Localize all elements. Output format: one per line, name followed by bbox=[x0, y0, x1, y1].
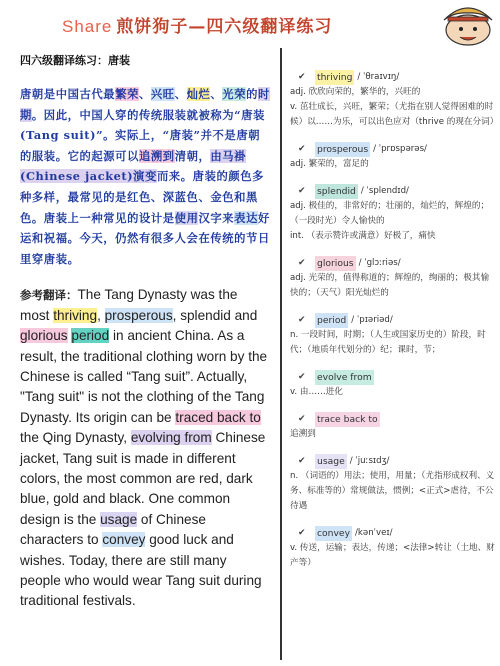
vocab-item bbox=[290, 256, 495, 301]
vocab-item bbox=[290, 313, 495, 358]
check-icon: ✔ bbox=[298, 72, 306, 82]
en-highlight-prosperous: prosperous bbox=[104, 307, 173, 323]
check-icon: ✔ bbox=[298, 186, 306, 196]
chinese-passage bbox=[20, 84, 270, 269]
vocab-word: period bbox=[317, 315, 347, 326]
vocab-definition: adj. 光荣的，值得称道的；辉煌的，绚丽的；极其愉快的；（天气）阳光灿烂的 bbox=[290, 273, 490, 298]
share-label: Share bbox=[62, 17, 113, 36]
vocab-phonetic: / ˈsplendɪd/ bbox=[360, 186, 409, 196]
check-icon: ✔ bbox=[298, 315, 306, 325]
vocab-item bbox=[290, 454, 495, 514]
vocab-definition: v. 传送，运输；表达，传递；<法律>转让（土地、财产等） bbox=[290, 543, 495, 568]
cn-highlight-guanghui: 光荣 bbox=[222, 87, 247, 101]
vocab-definition: v. 茁壮成长，兴旺，繁荣；（尤指在别人觉得困难的时候）以……为乐，可以出色应对（thrive 的现在分词） bbox=[290, 102, 499, 127]
en-text: Chinese jacket, Tang suit is made in different colors, the most common are red, dark blue, gold and black. One common design is the bbox=[20, 430, 266, 527]
vocab-item bbox=[290, 370, 495, 400]
cn-highlight-xingwang: 兴旺 bbox=[150, 87, 175, 101]
vocab-word: evolve from bbox=[317, 372, 372, 383]
vocab-phonetic: / ˈpɪəriəd/ bbox=[351, 315, 393, 325]
cn-highlight-shiyong: 使用 bbox=[174, 210, 199, 225]
en-highlight-thriving: thriving bbox=[53, 307, 98, 323]
cn-text: 汉字来 bbox=[198, 210, 235, 225]
check-icon: ✔ bbox=[298, 414, 306, 424]
vocab-definition: n. 一段时间，时期；（人生或国家历史的）阶段，时代；（地质年代划分的）纪；课时，节； bbox=[290, 330, 486, 355]
check-icon: ✔ bbox=[298, 258, 306, 268]
vocab-item bbox=[290, 412, 495, 442]
column-divider bbox=[280, 48, 282, 660]
vocab-phonetic: / ˈglɔːriəs/ bbox=[358, 258, 401, 268]
vocab-item bbox=[290, 184, 495, 244]
vocabulary-column bbox=[290, 70, 499, 583]
vocab-definition: adj. 极佳的，非常好的；壮丽的，灿烂的，辉煌的；（一段时光）令人愉快的 bbox=[290, 201, 490, 226]
cn-text: 而来。唐装的颜色多种多样，最常见的是红色、深蓝色、金色和黑色。唐装上一种常见的设计是 bbox=[20, 169, 265, 225]
vocab-phonetic: / ˈθraɪvɪŋ/ bbox=[357, 72, 400, 82]
cn-highlight-zhuisu: 追溯到 bbox=[138, 148, 175, 163]
cn-highlight-canlan: 灿烂 bbox=[186, 87, 211, 101]
check-icon: ✔ bbox=[298, 372, 306, 382]
vocab-definition: adj. 繁荣的，富足的 bbox=[290, 159, 369, 169]
vocab-definition: 追溯到 bbox=[290, 429, 316, 439]
lesson-column bbox=[20, 52, 270, 612]
cn-highlight-shiqi: 时期 bbox=[20, 87, 270, 122]
vocab-phonetic: / ˈjuːsɪdʒ/ bbox=[349, 456, 390, 466]
cn-text: 好运和祝福。今天，仍然有很多人会在传统的节日里穿唐装。 bbox=[20, 210, 270, 266]
vocab-definition: adj. 欣欣向荣的，繁华的，兴旺的 bbox=[290, 87, 421, 97]
vocab-word: thriving bbox=[317, 72, 353, 83]
vocab-word: glorious bbox=[317, 258, 354, 269]
vocab-item bbox=[290, 70, 499, 130]
en-text: , bbox=[97, 307, 105, 323]
check-icon: ✔ bbox=[298, 528, 306, 538]
vocab-item bbox=[290, 526, 495, 571]
en-highlight-evolving-from: evolving from bbox=[130, 430, 212, 446]
cn-text: 。因此，中国人穿的传统服装就被称为“唐装(Tang suit)”。实际上，“唐装”并不是唐朝的服装。它的起源可以 bbox=[20, 107, 266, 163]
en-text: , splendid and bbox=[172, 307, 258, 323]
cn-text: 、 bbox=[174, 87, 187, 101]
cn-text: 、 bbox=[138, 87, 151, 101]
title-text: 煎饼狗子—四六级翻译练习 bbox=[116, 17, 333, 37]
vocab-definition: v. 由……进化 bbox=[290, 387, 343, 397]
vocab-word: convey bbox=[317, 528, 351, 539]
page-title bbox=[62, 12, 332, 37]
lesson-title: 四六级翻译练习：唐装 bbox=[20, 54, 130, 67]
en-highlight-convey: convey bbox=[102, 532, 146, 548]
en-text: The Tang Dynasty was the most bbox=[20, 287, 238, 323]
vocab-word: usage bbox=[317, 456, 345, 467]
en-text: in ancient China. As a result, the traditional clothing worn by the Chinese is called “Tang suit”. Actually, "Tang suit" is not the clothing of the Tang Dynasty. Its origin can be bbox=[20, 328, 268, 425]
en-highlight-usage: usage bbox=[100, 511, 138, 527]
vocab-definition: int. （表示赞许或满意）好极了，痛快 bbox=[290, 231, 436, 241]
vocab-phonetic: / ˈprɒspərəs/ bbox=[373, 144, 427, 154]
cn-text: 的 bbox=[246, 87, 258, 101]
en-text: of Chinese characters to bbox=[20, 511, 206, 548]
cn-highlight-biaoda: 表达 bbox=[234, 210, 258, 225]
english-translation bbox=[20, 285, 270, 612]
avatar bbox=[438, 0, 496, 46]
vocab-item bbox=[290, 142, 495, 172]
en-highlight-glorious: glorious bbox=[20, 328, 68, 344]
vocab-word: splendid bbox=[317, 186, 356, 197]
cn-text: 、 bbox=[210, 87, 223, 101]
check-icon: ✔ bbox=[298, 456, 306, 466]
en-text: good luck and wishes. Today, there are still many people who would wear Tang suit during traditional festivals. bbox=[20, 532, 262, 609]
vocab-word: prosperous bbox=[317, 144, 369, 155]
translation-label: 参考翻译： bbox=[20, 288, 78, 303]
cn-highlight-youmagua: 由马褂 (Chinese jacket)演变 bbox=[20, 148, 247, 184]
vocab-word: trace back to bbox=[317, 414, 378, 425]
en-highlight-period: period bbox=[71, 328, 110, 344]
en-text: the Qing Dynasty, bbox=[20, 430, 131, 446]
cn-highlight-fanrong: 繁荣 bbox=[115, 87, 139, 101]
check-icon: ✔ bbox=[298, 144, 306, 154]
header bbox=[0, 0, 500, 48]
cn-text: 清朝， bbox=[174, 148, 211, 163]
vocab-phonetic: /kənˈveɪ/ bbox=[355, 528, 393, 538]
vocab-definition: n. （词语的）用法；使用，用量；（尤指形成权利、义务、标准等的）常规做法，惯例；<正式>虐待，不公待遇 bbox=[290, 471, 495, 511]
cn-text: 唐朝是中国古代最 bbox=[20, 87, 116, 101]
en-highlight-traced-back-to: traced back to bbox=[175, 409, 261, 425]
